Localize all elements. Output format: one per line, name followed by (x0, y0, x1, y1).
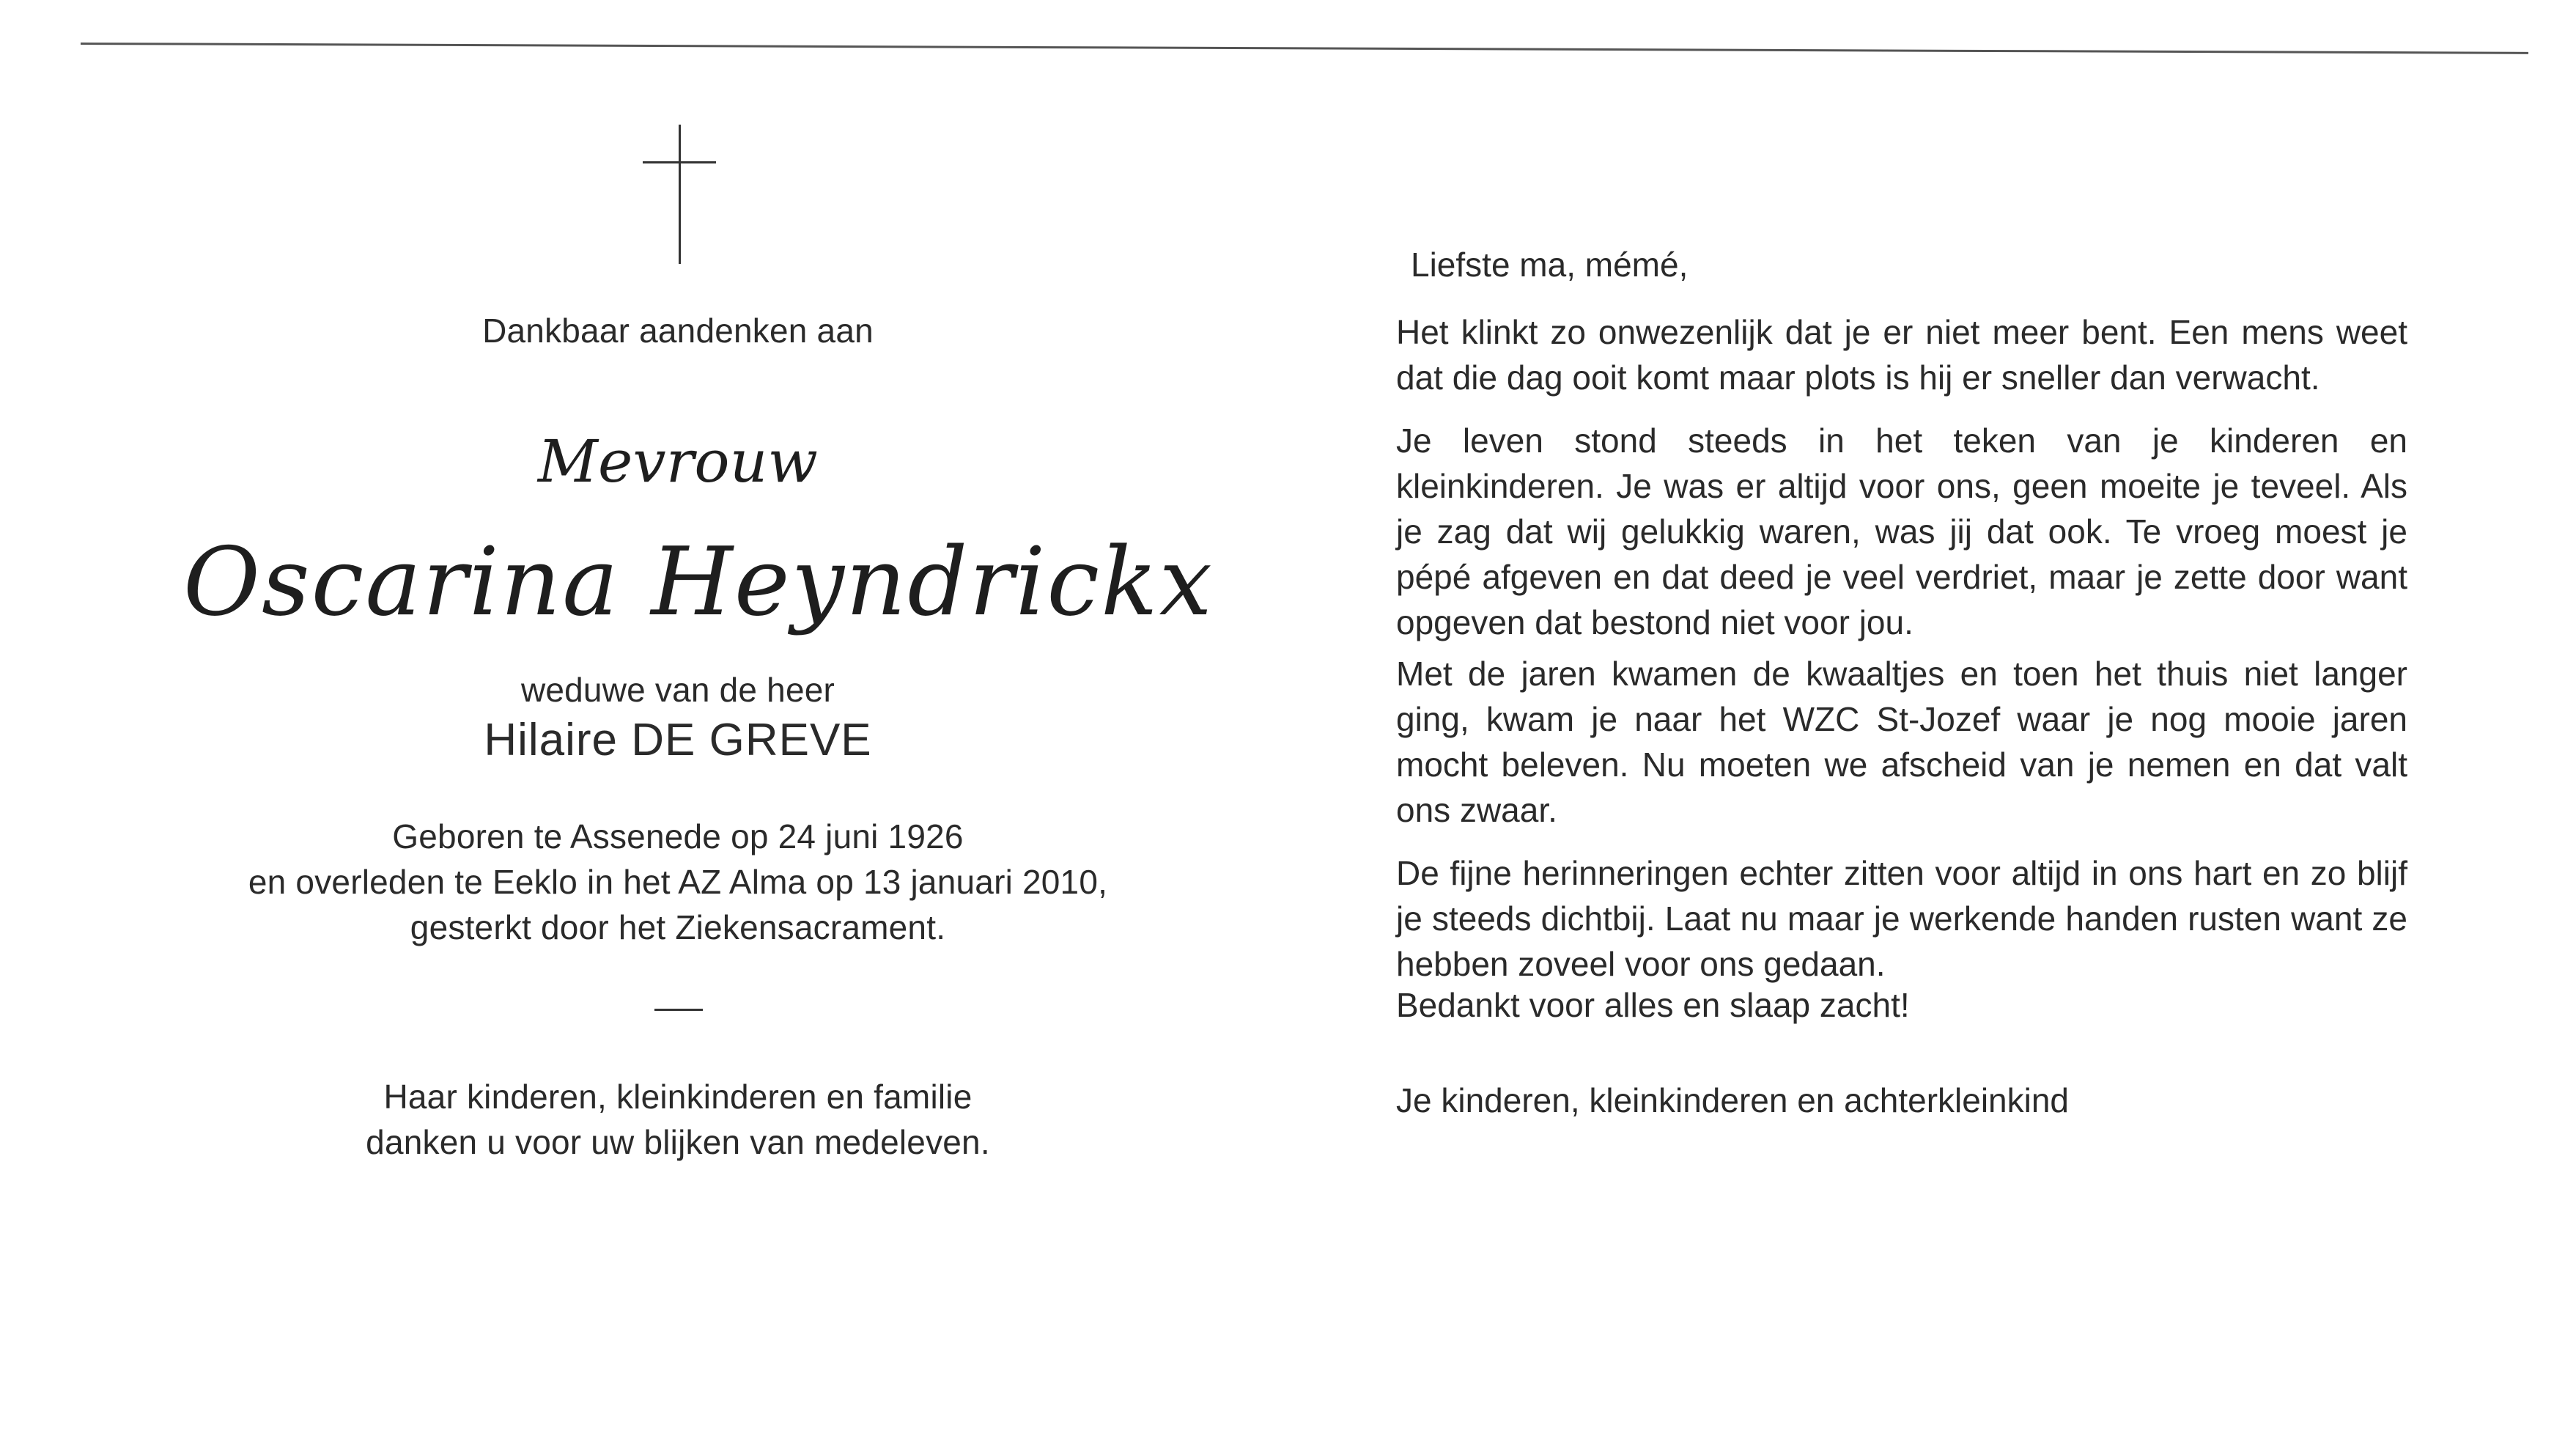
deceased-name: Oscarina Heyndrickx (183, 528, 1214, 637)
dedication-text: Dankbaar aandenken aan (482, 312, 874, 350)
right-panel (1396, 242, 2422, 1195)
paragraph-3: Met de jaren kwamen de kwaaltjes en toen het thuis niet langer ging, kwam je naar het WZC St-Jozef waar je nog mooie jaren mocht beleven. Nu moeten we afscheid van je nemen en dat valt ons zwaar. (1396, 655, 2407, 829)
husband-name: Hilaire DE GREVE (484, 715, 872, 765)
cross-icon (643, 125, 716, 264)
birth-line: Geboren te Assenede op 24 juni 1926 (392, 817, 964, 855)
divider-dash (654, 1009, 703, 1011)
widow-of-text: weduwe van de heer (520, 671, 835, 709)
paragraph-1: Het klinkt zo onwezenlijk dat je er niet meer bent. Een mens weet dat die dag ooit komt maar plots is hij er sneller dan verwacht. (1396, 313, 2407, 397)
thanks-line-1: Haar kinderen, kleinkinderen en familie (383, 1078, 973, 1116)
salutation: Liefste ma, mémé, (1411, 246, 1689, 284)
top-rule (81, 43, 2528, 54)
thanks-line-2: danken u voor uw blijken van medeleven. (366, 1123, 990, 1161)
honorific-title: Mevrouw (537, 427, 819, 496)
paragraph-4: De fijne herinneringen echter zitten voor altijd in ons hart en zo blijf je steeds dichtbij. Laat nu maar je werkende handen rusten want ze hebben zoveel voor ons gedaan. (1396, 854, 2407, 983)
farewell-line: Bedankt voor alles en slaap zacht! (1396, 986, 1910, 1024)
death-line: en overleden te Eeklo in het AZ Alma op 13 januari 2010, (248, 863, 1108, 901)
paragraph-2: Je leven stond steeds in het teken van je kinderen en kleinkinderen. Je was er altijd voor ons, geen moeite je teveel. Als je zag dat wij gelukkig waren, was jij dat ook. Te vroeg moest je pépé afgeven en dat deed je veel verdriet, maar je zette door want opgeven dat bestond niet voor jou. (1396, 422, 2407, 641)
left-panel (183, 125, 1214, 1224)
signature-line: Je kinderen, kleinkinderen en achterkleinkind (1396, 1081, 2070, 1119)
sacrament-line: gesterkt door het Ziekensacrament. (410, 908, 946, 946)
